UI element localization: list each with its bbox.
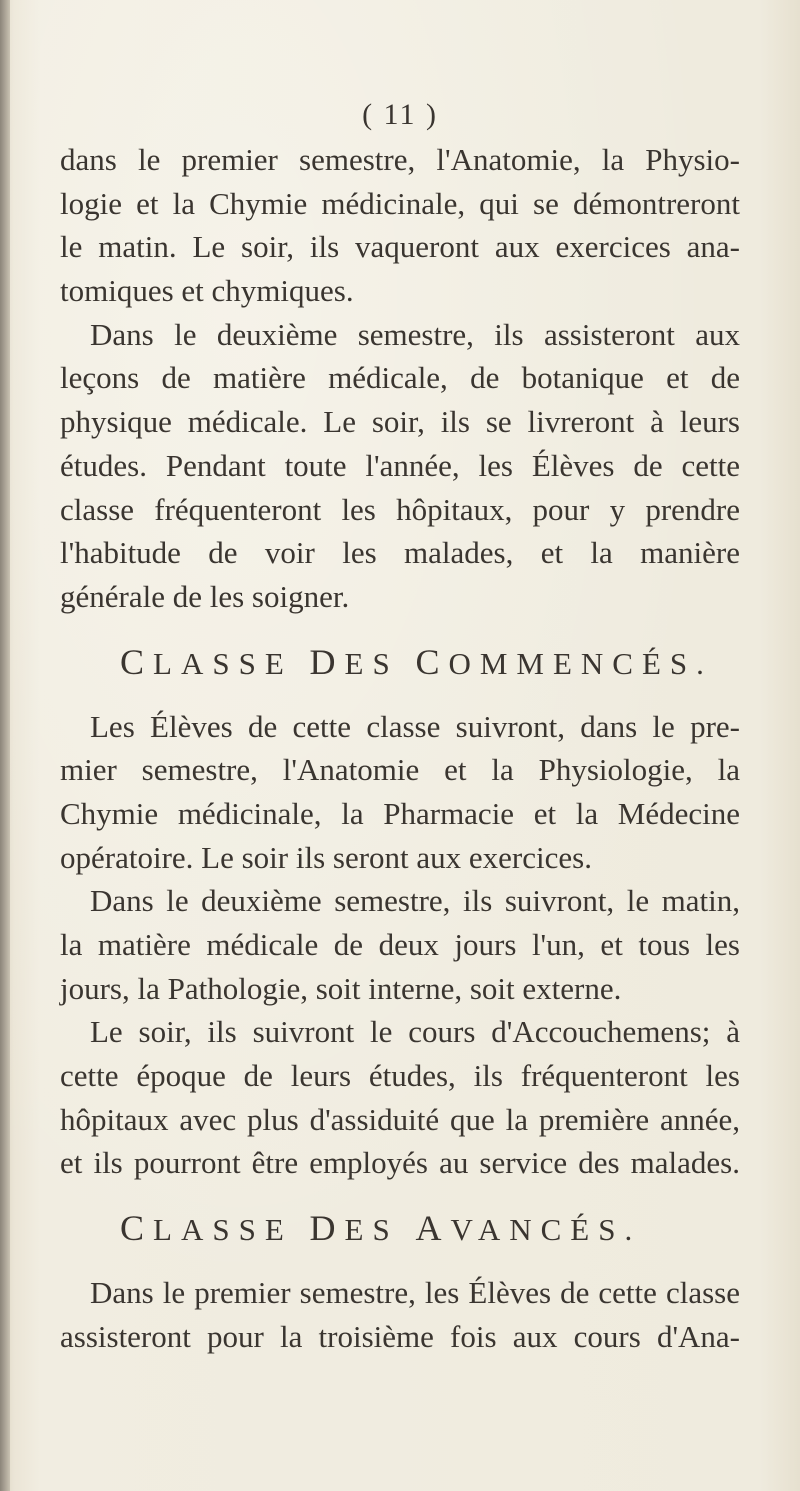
text-line: la matière médicale de deux jours l'un, et tous les xyxy=(60,927,740,962)
paragraph xyxy=(60,138,740,313)
section-heading-avances: CLASSE DES AVANCÉS. xyxy=(120,1208,642,1249)
section-heading-commences: CLASSE DES COMMENCÉS. xyxy=(120,641,713,682)
text-line: Dans le deuxième semestre, ils suivront, le matin, xyxy=(90,883,740,919)
text-line: jours, la Pathologie, soit interne, soit externe. xyxy=(60,970,622,1006)
text-line: Chymie médicinale, la Pharmacie et la Médecine xyxy=(60,795,740,831)
text-line: générale de les soigner. xyxy=(60,578,350,614)
text-line: leçons de matière médicale, de botanique et de xyxy=(60,360,740,396)
text-line: hôpitaux avec plus d'assiduité que la première année, xyxy=(60,1101,740,1137)
text-line: et ils pourront être employés au service des malades. xyxy=(60,1145,740,1181)
text-line: classe fréquenteront les hôpitaux, pour y prendre xyxy=(60,491,740,527)
text-line: opératoire. Le soir ils seront aux exercices. xyxy=(60,839,592,875)
text-line: tomiques et chymiques. xyxy=(60,273,354,309)
page-body xyxy=(60,138,740,1359)
text-line: Les Élèves de cette classe suivront, dans le pre- xyxy=(90,708,740,744)
text-line: le matin. Le soir, ils vaqueront aux exercices ana- xyxy=(60,229,740,265)
paragraph xyxy=(60,1271,740,1358)
paragraph xyxy=(60,879,740,1010)
text-line: cette époque de leurs études, ils fréquenteront les xyxy=(60,1058,740,1094)
text-line: Le soir, ils suivront le cours d'Accouchemens; à xyxy=(90,1014,740,1050)
text-line: mier semestre, l'Anatomie et la Physiologie, la xyxy=(60,752,740,788)
text-line: dans le premier semestre, l'Anatomie, la Physio- xyxy=(60,142,740,177)
text-line: logie et la Chymie médicinale, qui se démontreront xyxy=(60,185,740,221)
text-line: Dans le deuxième semestre, ils assisteront aux xyxy=(90,316,740,352)
page-number: ( 11 ) xyxy=(362,98,438,131)
paragraph xyxy=(60,313,740,619)
text-line: Dans le premier semestre, les Élèves de cette classe xyxy=(90,1275,740,1311)
text-line: études. Pendant toute l'année, les Élèves de cette xyxy=(60,447,740,483)
text-line: physique médicale. Le soir, ils se livreront à leurs xyxy=(60,404,740,440)
text-line: assisteront pour la troisième fois aux cours d'Ana- xyxy=(60,1318,740,1354)
paragraph xyxy=(60,705,740,880)
paragraph xyxy=(60,1010,740,1185)
book-spine-shadow xyxy=(0,0,10,1491)
text-line: l'habitude de voir les malades, et la manière xyxy=(60,535,740,571)
